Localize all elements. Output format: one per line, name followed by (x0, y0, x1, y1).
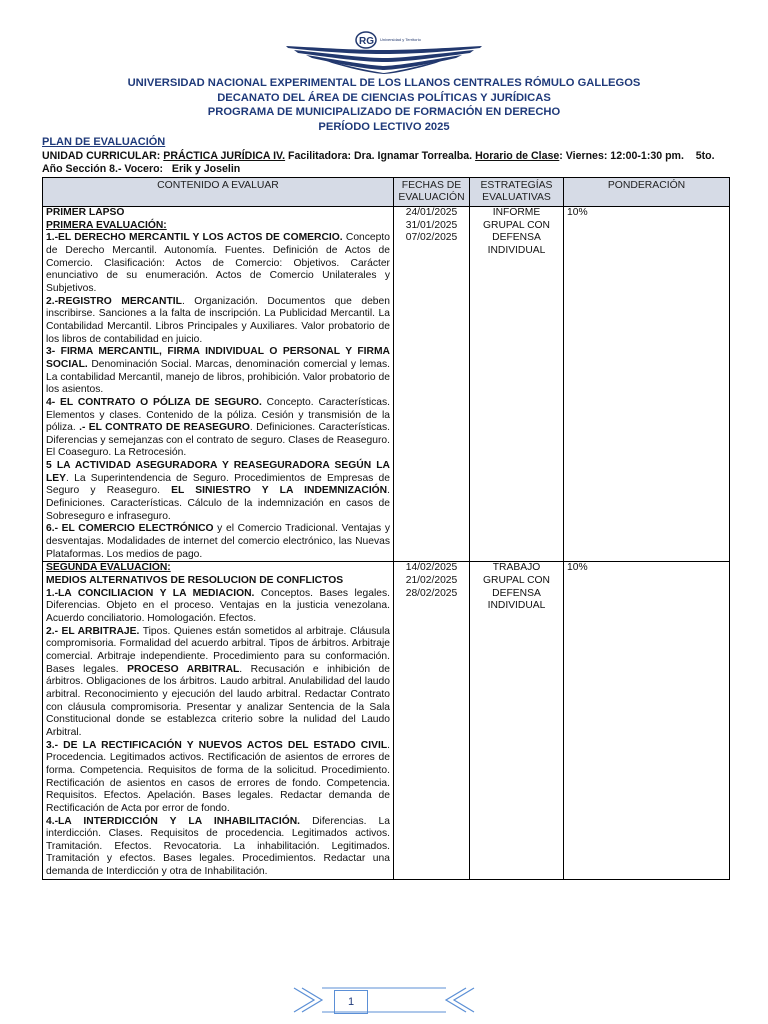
evaluation-table (42, 177, 730, 880)
university-logo (284, 28, 484, 74)
spokespersons: Erik y Joselin (171, 162, 241, 175)
list-item: 4.-LA INTERDICCIÓN Y LA INHABILITACIÓN. Diferencias. La interdicción. Clases. Requisitos de procedencia. Legitimados activos. Tramitación. Efectos. Revocatoria. La inhabilitación. Legitimados. Tramitación y efectos. Bases legales. Procedimientos. Redactar una demanda de Interdicción y otra de Inhabilitación. (46, 815, 390, 878)
logo-text: Universidad y Territorio (380, 37, 421, 42)
academic-period: PERÍODO LECTIVO 2025 (318, 120, 450, 133)
row1-weight: 10% (564, 207, 730, 562)
footer-ornament (292, 982, 476, 1018)
row2-dates: 14/02/2025 21/02/2025 28/02/2025 (394, 562, 470, 879)
header-strategies: ESTRATEGÍAS EVALUATIVAS (470, 178, 564, 207)
row2-weight: 10% (564, 562, 730, 879)
deanery-name: DECANATO DEL ÁREA DE CIENCIAS POLÍTICAS Y JURÍDICAS (217, 91, 551, 104)
row1-dates: 24/01/2025 31/01/2025 07/02/2025 (394, 207, 470, 562)
list-item: 6.- EL COMERCIO ELECTRÓNICO y el Comercio Tradicional. Ventajas y desventajas. Modalidades de internet del comercio electrónico, las Nuevas Plataformas. Los medios de pago. (46, 523, 390, 560)
logo-mark: RG (359, 36, 374, 47)
header-weight: PONDERACIÓN (564, 178, 730, 207)
program-name: PROGRAMA DE MUNICIPALIZADO DE FORMACIÓN EN DERECHO (207, 106, 561, 118)
unit-name: PRÁCTICA JURÍDICA IV. (163, 150, 286, 162)
curricular-unit-info (42, 150, 732, 175)
list-item: 2.- EL ARBITRAJE. Tipos. Quienes están sometidos al arbitraje. Cláusula compromisoria. Formalidad del acuerdo arbitral. Tipos de árbitros. Arbitraje comercial. Arbitraje independiente. Procedimiento para su conformación. Bases legales. PROCESO ARBITRAL. Recusación e inhibición de árbitros. Obligaciones de los árbitros. Laudo arbitral. Anulabilidad del laudo arbitral. Reconocimiento y ejecución del laudo arbitral. Redactar Contrato con cláusula compromisoria. Presentar y analizar Sentencia de la Sala Constitucional donde se establezca criterio sobre la nulidad del Laudo Arbitral. (46, 625, 390, 738)
schedule: : Viernes: 12:00-1:30 pm. (559, 150, 684, 162)
list-item: 1.-EL DERECHO MERCANTIL Y LOS ACTOS DE COMERCIO. Concepto de Derecho Mercantil. Autonomía. Fuentes. Definición de Actos de Comercio. Clasificación: Actos de Comercio: Objetivos. Carácter enunciativo de su enumeración. Actos de Comercio Unilaterales y Subjetivos. (46, 232, 390, 294)
unit-label: UNIDAD CURRICULAR: (42, 150, 161, 162)
table-row (43, 562, 730, 879)
table-row (43, 207, 730, 562)
row1-strategy: INFORME GRUPAL CON DEFENSA INDIVIDUAL (470, 207, 564, 562)
table-header-row (43, 178, 730, 207)
row2-content (43, 562, 394, 879)
list-item: 5 LA ACTIVIDAD ASEGURADORA Y REASEGURADORA SEGÚN LA LEY. La Superintendencia de Seguro. Procedimientos de Empresas de Seguro y Reaseguro. EL SINIESTRO Y LA INDEMNIZACIÓN. Definiciones. Características. Cálculo de la indemnización en casos de Sobreseguro e infraseguro. (46, 460, 390, 522)
row1-content (43, 207, 394, 562)
list-item: 2.-REGISTRO MERCANTIL. Organización. Documentos que deben inscribirse. Sanciones a la falta de inscripción. La Publicidad Mercantil. La Contabilidad Mercantil. Libros Principales y Auxiliares. Valor probatorio de los libros de contabilidad en juicio. (46, 295, 390, 345)
row2-strategy: TRABAJO GRUPAL CON DEFENSA INDIVIDUAL (470, 562, 564, 879)
evaluation-title: PRIMERA EVALUACIÓN: (46, 219, 167, 231)
list-item: 1.-LA CONCILIACION Y LA MEDIACION. Conceptos. Bases legales. Diferencias. Objeto en el proceso. Ventajas en la justicia venezolana. Acuerdo conciliatorio. Homologación. Efectos. (46, 587, 391, 624)
facilitator: Facilitadora: Dra. Ignamar Torrealba. (288, 150, 473, 162)
header-content: CONTENIDO A EVALUAR (43, 178, 394, 207)
section: 5to. Año Sección 8.- Vocero: (42, 150, 715, 175)
list-item: 4- EL CONTRATO O PÓLIZA DE SEGURO. Concepto. Características. Elementos y clases. Contenido de la póliza. Cesión y transmisión de la póliza. .- EL CONTRATO DE REASEGURO. Definiciones. Características. Diferencias y semejanzas con el contrato de seguro. Clases de Reaseguro. El Coaseguro. La Retrocesión. (46, 396, 391, 459)
list-item: 3.- DE LA RECTIFICACIÓN Y NUEVOS ACTOS DEL ESTADO CIVIL. Procedencia. Legitimados activos. Rectificación de asientos de errores de forma. Competencia. Requisitos de forma de la solicitud. Procedimiento. Rectificación de asientos en casos de errores de fondo. Competencia. Requisitos. Efectos. Apelación. Bases legales. Redactar demanda de Rectificación de Acta por error de fondo. (46, 739, 390, 814)
lapse-title: PRIMER LAPSO (46, 207, 125, 218)
evaluation-title: SEGUNDA EVALUACIÓN: (46, 562, 171, 574)
list-item: 3- FIRMA MERCANTIL, FIRMA INDIVIDUAL O PERSONAL Y FIRMA SOCIAL. Denominación Social. Marcas, denominación comercial y lemas. La contabilidad Mercantil, manejo de libros, prohibición. Valor probatorio de los asientos. (46, 346, 390, 396)
page-number: 1 (334, 990, 368, 1014)
document-header (0, 76, 768, 134)
plan-title: PLAN DE EVALUACIÓN (42, 136, 166, 148)
header-dates: FECHAS DE EVALUACIÓN (394, 178, 470, 207)
topic-title: MEDIOS ALTERNATIVOS DE RESOLUCION DE CONFLICTOS (46, 575, 344, 587)
schedule-label: Horario de Clase (475, 150, 560, 162)
university-name: UNIVERSIDAD NACIONAL EXPERIMENTAL DE LOS LLANOS CENTRALES RÓMULO GALLEGOS (127, 77, 641, 89)
